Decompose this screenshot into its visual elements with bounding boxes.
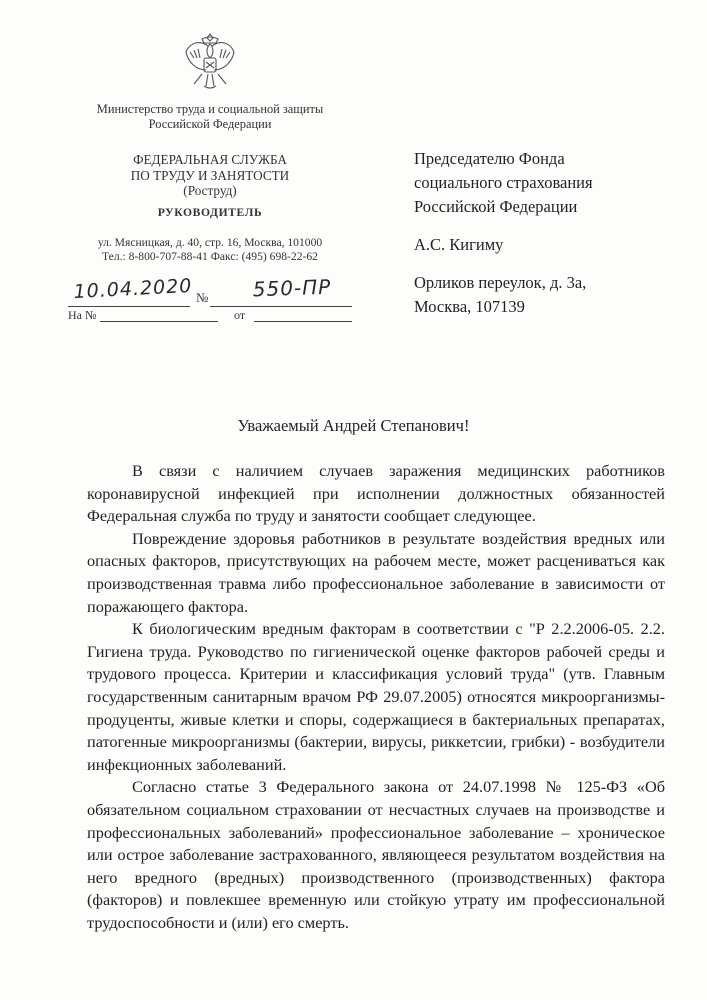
addressee-line-1: Председателю Фонда (414, 149, 565, 168)
coat-of-arms-icon (180, 30, 240, 92)
paragraph-3: К биологическим вредным факторам в соответствии с "Р 2.2.2006-05. 2.2. Гигиена труда. Руководство по гигиенической оценке факторов рабочей среды и трудового процесса. Критерии и классификация условий труда" (утв. Главным государственным санитарным врачом РФ 29.07.2005) относятся микроорганизмы-продуценты, живые клетки и споры, содержащиеся в бактериальных препаратах, патогенные микроорганизмы (бактерии, вирусы, риккетсии, грибки) - возбудители инфекционных заболеваний. (87, 619, 665, 774)
reference-label: На № (68, 308, 97, 322)
sender-contacts: Тел.: 8-800-707-88-41 Факс: (495) 698-22-62 (102, 250, 318, 263)
ministry-line-2: Российской Федерации (148, 117, 272, 131)
addressee-line-3: Российской Федерации (414, 197, 578, 216)
ministry-line-1: Министерство труда и социальной защиты (96, 102, 324, 116)
paragraph-4: Согласно статье 3 Федерального закона от 24.07.1998 № 125-ФЗ «Об обязательном социальном страховании от несчастных случаев на производстве и профессиональных заболеваний» профессиональное заболевание – хроническое или острое заболевание застрахованного, являющееся результатом воздействия на него вредного (вредных) производственного (производственных) фактора (факторов) и повлекшее временную или стойкую утрату им профессиональной трудоспособности и (или) его смерть. (87, 777, 665, 932)
registration-line (60, 276, 360, 314)
service-line-1: ФЕДЕРАЛЬНАЯ СЛУЖБА (133, 152, 287, 167)
service-name (60, 152, 360, 199)
ministry-name (60, 102, 360, 132)
number-underline (210, 306, 352, 307)
greeting: Уважаемый Андрей Степанович! (237, 416, 470, 435)
sender-address: ул. Мясницкая, д. 40, стр. 16, Москва, 101000 (97, 236, 323, 249)
registration-number-label: № (196, 290, 209, 305)
letter-body (87, 460, 665, 934)
registration-number: 550-ПР (252, 274, 332, 302)
service-short-name: (Роструд) (183, 183, 237, 198)
head-title: РУКОВОДИТЕЛЬ (157, 206, 263, 219)
addressee-address-2: Москва, 107139 (414, 297, 525, 316)
service-line-2: ПО ТРУДУ И ЗАНЯТОСТИ (130, 167, 290, 183)
reference-number-underline (100, 321, 218, 322)
date-underline (68, 306, 190, 307)
paragraph-1: В связи с наличием случаев заражения медицинских работников коронавирусной инфекцией при исполнении должностных обязанностей Федеральная служба по труду и занятости сообщает следующее. (87, 461, 665, 526)
addressee-block (414, 147, 684, 319)
paragraph-2: Повреждение здоровья работников в результате воздействия вредных или опасных факторов, присутствующих на рабочем месте, может расцениваться как производственная травма либо профессиональное заболевание в зависимости от поражающего фактора. (87, 528, 665, 616)
reference-date-underline (254, 321, 352, 322)
addressee-line-2: социального страхования (414, 173, 593, 192)
addressee-name: А.С. Кигиму (414, 235, 504, 254)
registration-date: 10.04.2020 (73, 274, 193, 304)
sender-address-block (60, 236, 360, 264)
reference-from-label: от (234, 308, 246, 322)
addressee-address-1: Орликов переулок, д. 3а, (414, 273, 587, 292)
